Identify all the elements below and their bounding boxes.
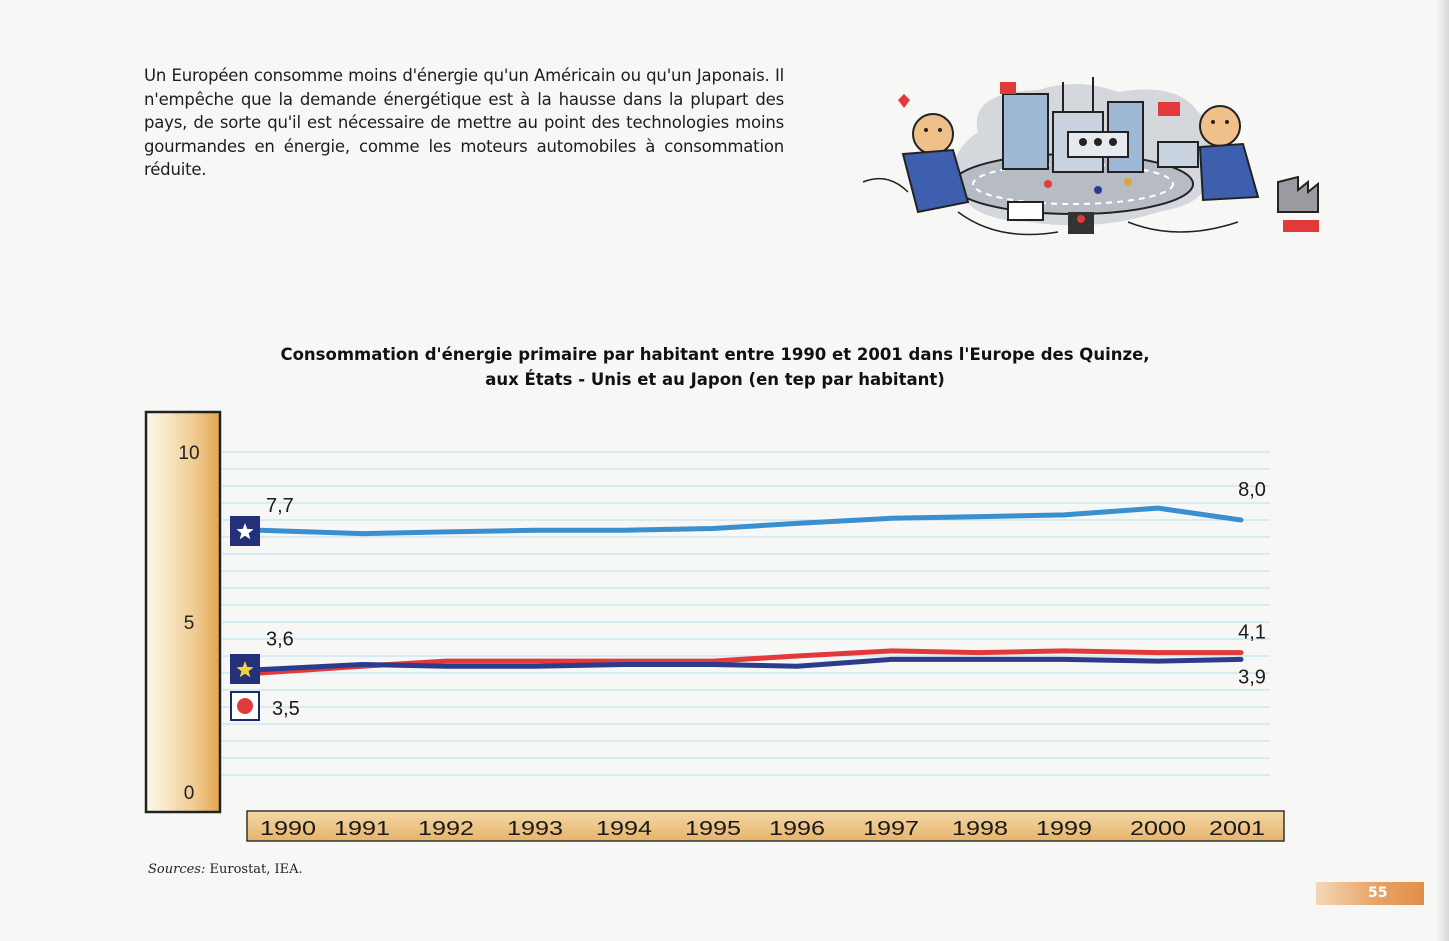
series-markers <box>230 516 260 720</box>
series-line-usa <box>260 508 1241 533</box>
data-label-end-japan: 4,1 <box>1238 621 1266 644</box>
red-dot-icon <box>231 692 259 720</box>
star-icon <box>230 516 260 546</box>
data-label-start-europe: 3,6 <box>266 628 294 651</box>
chart-title-line-1: Consommation d'énergie primaire par habitant entre 1990 et 2001 dans l'Europe des Quinze, <box>280 345 1150 364</box>
data-label-start-japan: 3,5 <box>272 698 300 720</box>
x-tick-label: 1992 <box>418 818 474 840</box>
sources-prefix: Sources: <box>148 862 206 877</box>
page-edge-shadow <box>1435 0 1449 941</box>
data-label-end-europe: 3,9 <box>1238 666 1266 689</box>
data-label-end-usa: 8,0 <box>1238 479 1266 501</box>
intro-paragraph: Un Européen consomme moins d'énergie qu'un Américain ou qu'un Japonais. Il n'empêche que la demande énergétique est à la hausse dans la plupart des pays, de sorte qu'il est nécessaire de mettre au point des technologies moins gourmandes en énergie, comme les moteurs automobiles à consommation réduite. <box>144 66 784 179</box>
y-tick-label: 5 <box>183 613 195 634</box>
y-tick-label: 0 <box>183 783 195 804</box>
y-axis-panel <box>146 412 220 812</box>
x-axis-year-band <box>247 811 1284 841</box>
x-tick-label: 2000 <box>1130 818 1186 840</box>
x-tick-label: 1999 <box>1036 818 1092 840</box>
x-tick-label: 1995 <box>685 818 741 840</box>
eu-star-icon <box>230 654 260 684</box>
x-tick-label: 2001 <box>1209 818 1265 840</box>
gridlines <box>222 452 1270 775</box>
y-tick-label: 10 <box>178 443 200 464</box>
x-tick-label: 1994 <box>596 818 652 840</box>
page-number-badge <box>1316 882 1424 905</box>
data-label-start-usa: 7,7 <box>266 495 294 518</box>
series-lines <box>260 508 1241 673</box>
chart-title-line-2: aux États - Unis et au Japon (en tep par habitant) <box>485 370 945 389</box>
x-tick-label: 1996 <box>769 818 825 840</box>
x-tick-label: 1991 <box>334 818 390 840</box>
page-number: 55 <box>1368 885 1388 901</box>
x-tick-label: 1997 <box>863 818 919 840</box>
x-tick-label: 1998 <box>952 818 1008 840</box>
sources-note <box>148 862 303 877</box>
x-tick-label: 1993 <box>507 818 563 840</box>
sources-text: Eurostat, IEA. <box>209 862 303 877</box>
x-tick-label: 1990 <box>260 818 316 840</box>
data-labels <box>266 479 1266 720</box>
